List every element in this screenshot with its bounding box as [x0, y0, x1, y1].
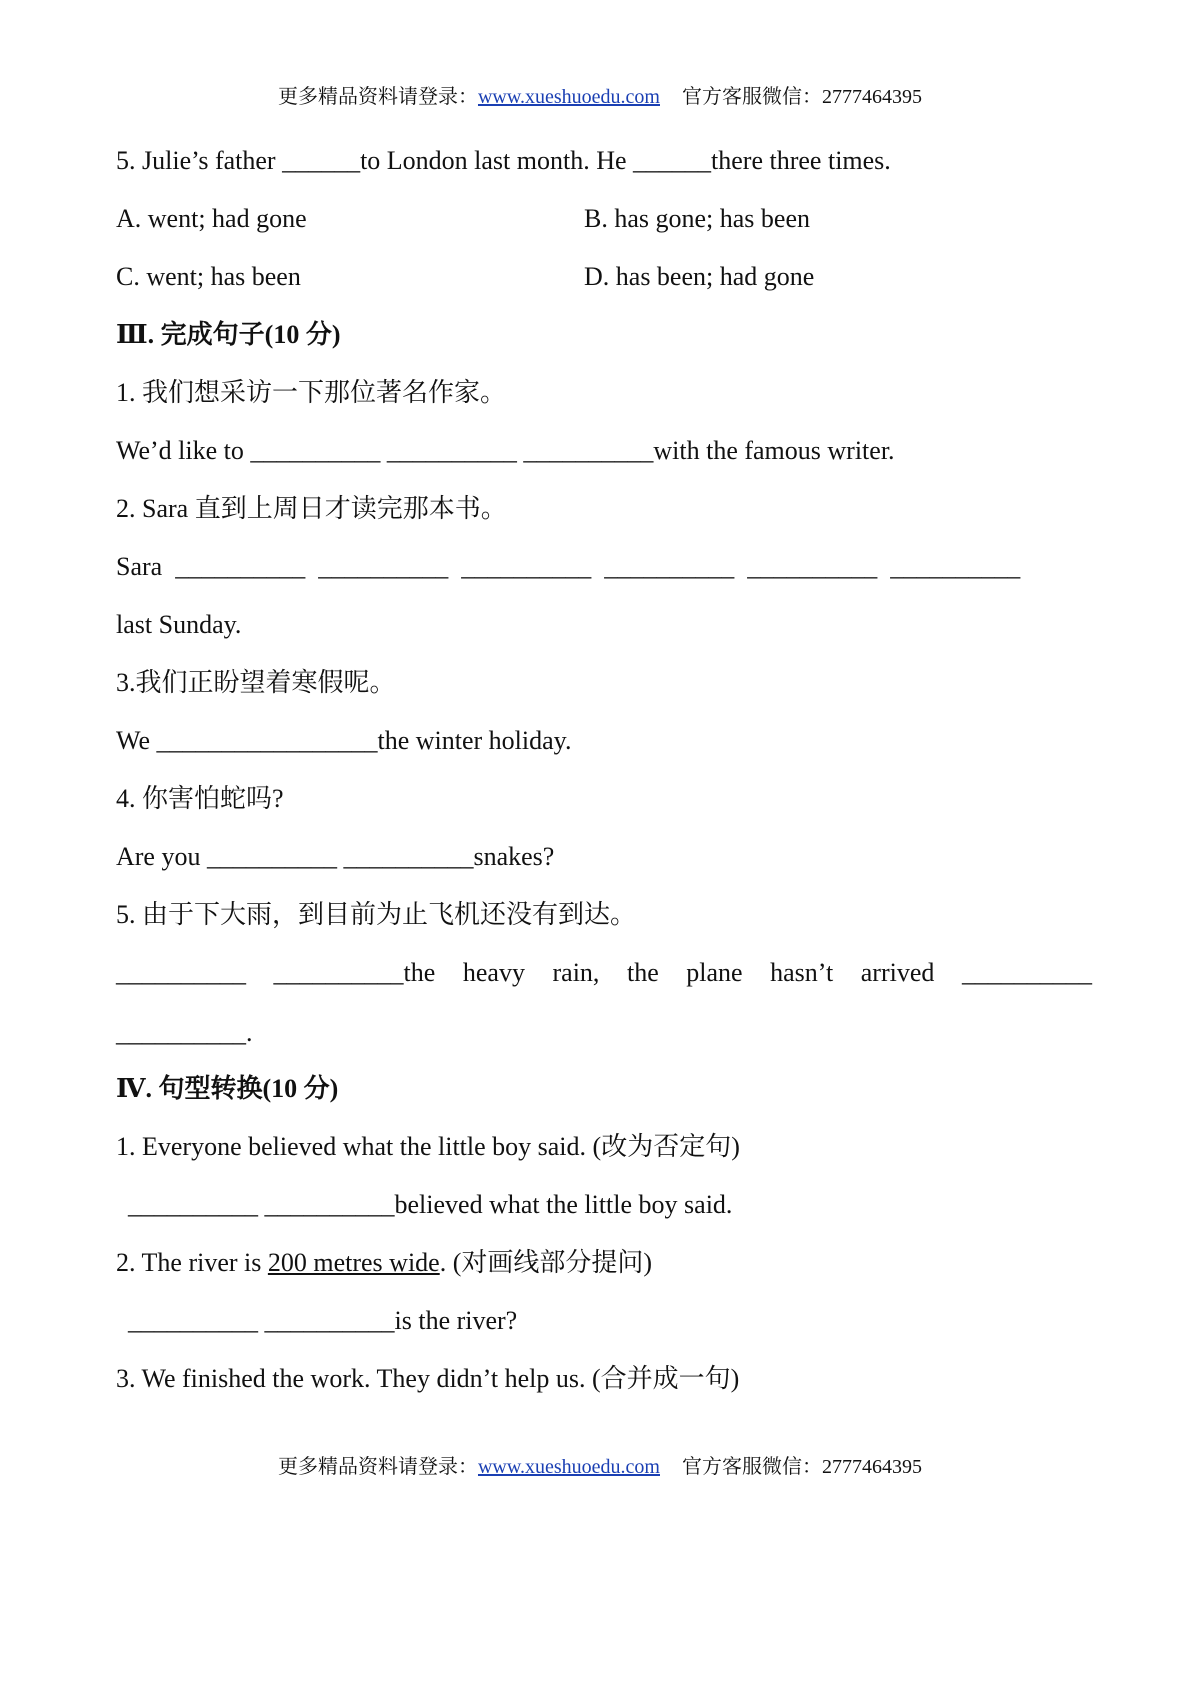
word: __________ [961, 958, 1092, 987]
word: __________ [116, 958, 246, 987]
s3-item-3-cn: 3.我们正盼望着寒假呢。 [116, 668, 396, 697]
word: heavy [462, 958, 525, 987]
s3-item-5-cn: 5. 由于下大雨，到目前为止飞机还没有到达。 [116, 900, 637, 929]
s3-item-1-cn: 1. 我们想采访一下那位著名作家。 [116, 378, 507, 407]
s4-item-2-answer: __________ __________is the river? [128, 1306, 518, 1335]
s3-item-2-cn: 2. Sara 直到上周日才读完那本书。 [116, 494, 507, 523]
s3-item-5-en [116, 956, 1092, 990]
s4-item-3-question: 3. We finished the work. They didn’t help us. (合并成一句) [116, 1364, 740, 1393]
s4-item-1-answer: __________ __________believed what the little boy said. [128, 1190, 733, 1219]
word: hasn’t [770, 958, 834, 987]
word: __________the [273, 958, 436, 987]
option-d: D. has been; had gone [584, 262, 815, 291]
s4-item-2-question [116, 1246, 652, 1280]
header-contact: 官方客服微信：2777464395 [682, 86, 922, 108]
s4-item-1-question: 1. Everyone believed what the little boy said. (改为否定句) [116, 1132, 740, 1161]
s3-item-2-en-cont: last Sunday. [116, 610, 242, 639]
section-3-title: Ⅲ. 完成句子(10 分) [116, 320, 341, 349]
page-footer [0, 1450, 1200, 1479]
s3-item-4-en: Are you __________ __________snakes? [116, 842, 555, 871]
question-5-stem: 5. Julie’s father ______to London last month. He ______there three times. [116, 146, 891, 175]
q-pre: 2. The river is [116, 1248, 268, 1277]
footer-link[interactable]: www.xueshuoedu.com [477, 1456, 660, 1478]
footer-prefix: 更多精品资料请登录： [277, 1456, 478, 1478]
underlined-phrase: 200 metres wide [267, 1248, 440, 1277]
footer-contact: 官方客服微信：2777464395 [682, 1456, 922, 1478]
q-post: . (对画线部分提问) [439, 1248, 653, 1277]
header-link[interactable]: www.xueshuoedu.com [477, 86, 660, 108]
s3-item-1-en: We’d like to __________ __________ __________with the famous writer. [116, 436, 895, 465]
section-4-title: Ⅳ. 句型转换(10 分) [116, 1074, 339, 1103]
word: plane [686, 958, 743, 987]
option-a: A. went; had gone [116, 204, 307, 233]
header-prefix: 更多精品资料请登录： [277, 86, 478, 108]
page-header [0, 80, 1200, 109]
s3-item-3-en: We _________________the winter holiday. [116, 726, 572, 755]
s3-item-2-en: Sara __________ __________ __________ __________ __________ __________ [116, 552, 1021, 581]
s3-item-5-en-cont: __________. [116, 1018, 253, 1047]
s3-item-4-cn: 4. 你害怕蛇吗? [116, 784, 284, 813]
option-c: C. went; has been [116, 262, 301, 291]
word: rain, [552, 958, 600, 987]
word: the [626, 958, 659, 987]
word: arrived [860, 958, 935, 987]
option-b: B. has gone; has been [584, 204, 811, 233]
